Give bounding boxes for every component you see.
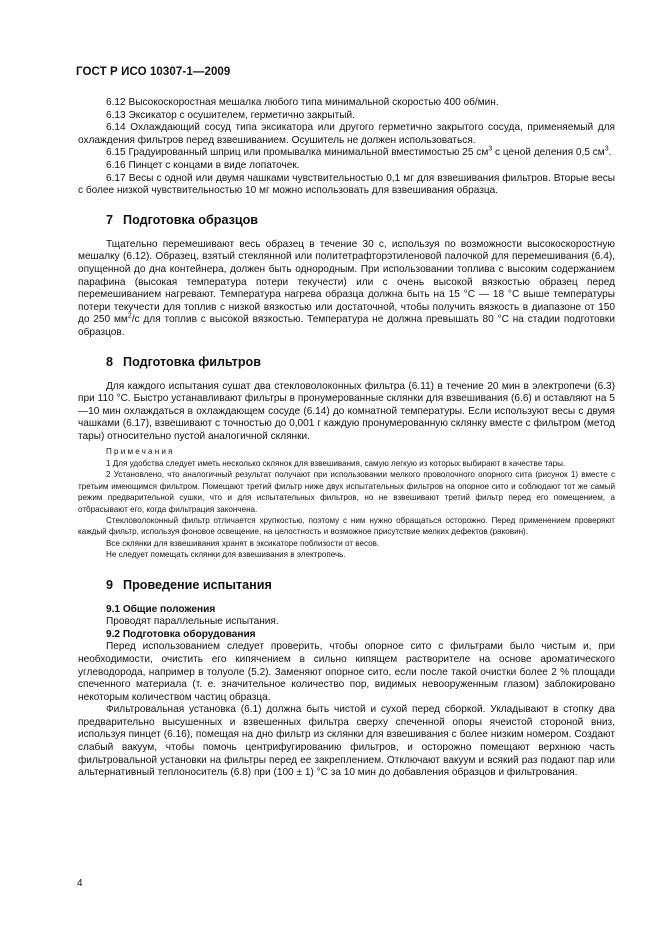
item-6-17: 6.17 Весы с одной или двумя чашками чувствительностью 0,1 мг для взвешивания фильтров. Вторые весы с более низкой чувствительностью 10 мг можно использовать для взвешивания образца.: [78, 172, 616, 197]
item-6-16: 6.16 Пинцет с концами в виде лопаточек.: [106, 159, 300, 171]
standard-header: ГОСТ Р ИСО 10307-1—2009: [76, 66, 231, 78]
notes-title: Примечания: [106, 447, 175, 457]
subsection-9-2-paragraph-1: Перед использованием следует проверить, чтобы опорное сито с фильтрами было чистым и, при необходимости, очистить его кипячением в сильно кипящем растворителе на основе ароматического углеводорода, например в толуоле (5.2). Заменяют опорное сито, если после такой очистки более 2 % площади спеченного материала (т. е. значительное количество пор, видимых невооруженным глазом) заблокировано некоторым количеством частиц образца.: [78, 641, 615, 703]
subsection-9-2-paragraph-2: Фильтровальная установка (6.1) должна быть чистой и сухой перед сборкой. Укладывают в стопку два предварительно высушенных и взвешенных фильтра сверху спеченной опоры ячеистой стороной вниз, используя пинцет (6.16), помещая на дно фильтр из склянки для взвешивания с более низким номером. Создают слабый вакуум, чтобы помочь центрифугированию фильтров, и осторожно помещают верхнюю часть фильтровальной установки на фильтры перед ее закреплением. Отключают вакуум и всякий раз подают пар или альтернативный теплоноситель (6.8) при (100 ± 1) °С за 10 мин до добавления образцов и фильтрования.: [78, 704, 615, 779]
note-storage: Все склянки для взвешивания хранят в эксикаторе поблизости от весов.: [106, 538, 380, 548]
note-oven: Не следует помещать склянки для взвешивания в электропечь.: [106, 550, 346, 560]
subsection-9-1-title: 9.1 Общие положения: [106, 603, 216, 615]
section-8-heading: 8 Подготовка фильтров: [106, 354, 261, 369]
page-content: [78, 97, 615, 780]
note-fragility: Стекловолоконный фильтр отличается хрупкостью, поэтому с ним нужно обращаться осторожно. Перед применением проверяют каждый фильтр, используя фоновое освещение, на целостность и возможное присутствие мелких дефектов (раковин).: [78, 515, 615, 537]
subsection-9-2-title: 9.2 Подготовка оборудования: [106, 628, 256, 640]
item-6-14: 6.14 Охлаждающий сосуд типа эксикатора или другого герметично закрытого сосуда, применяемый для охлаждения фильтров перед взвешиванием. Осушитель не должен использоваться.: [78, 122, 615, 146]
page-number: 4: [77, 878, 83, 889]
section-8-paragraph: Для каждого испытания сушат два стекловолоконных фильтра (6.11) в течение 20 мин в электропечи (6.3) при 110 °С. Быстро устанавливают фильтры в пронумерованные склянки для взвешивания (6.6) и оставляют на 5—10 мин охлаждаться в охлаждающем сосуде (6.14) до комнатной температуры. Если используют весы с двумя чашками (6.17), взвешивают с точностью до 0,001 г каждую пронумерованную склянку вместе с фильтром (метод тары) относительно пустой аналогичной склянки.: [78, 380, 615, 442]
item-6-13: 6.13 Эксикатор с осушителем, герметично закрытый.: [106, 109, 355, 121]
item-6-12: 6.12 Высокоскоростная мешалка любого типа минимальной скоростью 400 об/мин.: [106, 97, 499, 108]
item-6-15: 6.15 Градуированный шприц или промывалка минимальной вместимостью 25 $см^3$ с ценой деления 0,5 $см^3$.: [106, 146, 612, 159]
section-7-paragraph: Тщательно перемешивают весь образец в течение 30 с, используя по возможности высокоскоростную мешалку (6.12). Образец, взятый стеклянной или политетрафторэтиленовой палочкой для перемешивания (6.4), опущенной до дна контейнера, должен быть однородным. При использовании топлива с высоким содержанием парафина (высокая температура потери текучести) или с очень высокой вязкостью образец перед перемешиванием нагревают. Температура нагрева образца должна быть на 15 °С — 18 °С выше температуры потери текучести для топлив с низкой вязкостью или достаточной, чтобы получить вязкость в диапазоне от 150 до 250 $мм^2/с$ для топлив с высокой вязкостью. Температура не должна превышать 80 °С на стадии подготовки образцов.: [78, 238, 615, 338]
section-9-heading: 9 Проведение испытания: [106, 577, 272, 592]
note-1: 1 Для удобства следует иметь несколько склянок для взвешивания, самую легкую из которых выбирают в качестве тары.: [106, 458, 566, 468]
subsection-9-1-text: Проводят параллельные испытания.: [106, 616, 279, 628]
section-7-heading: 7 Подготовка образцов: [106, 212, 259, 227]
note-2: 2 Установлено, что аналогичный результат получают при использовании мелкого проволочного опорного сита (рисунок 1) вместе с третьим имеющимся фильтром. Помещают третий фильтр ниже двух испытательных фильтров на опорное сито и соблюдают тот же самый режим предварительной сушки, что и для испытательных фильтров, но не взвешивают третий фильтр перед его помещением, а отбрасывают его, когда фильтрация закончена.: [78, 470, 615, 514]
